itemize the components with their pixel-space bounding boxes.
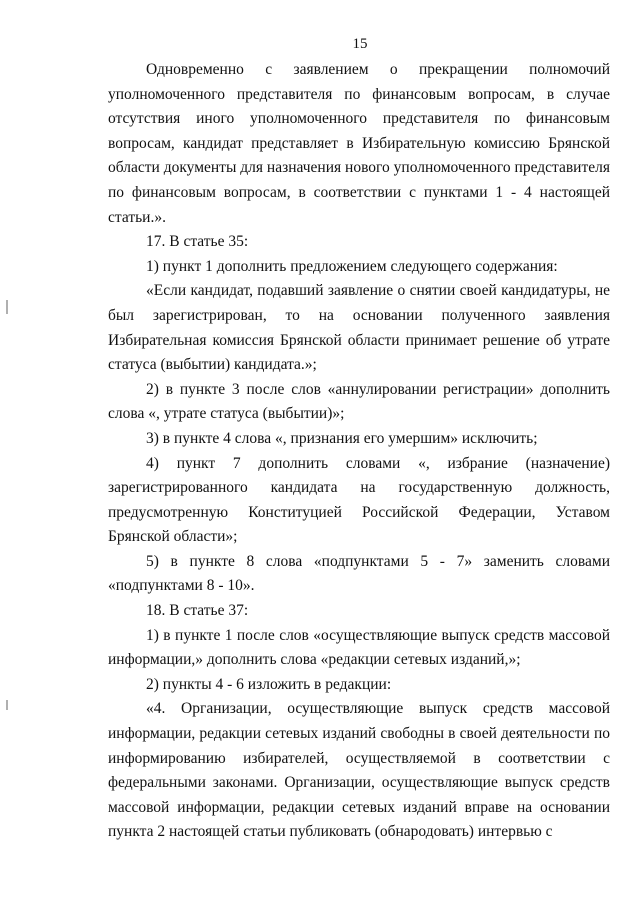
document-body	[108, 58, 610, 845]
paragraph: 5) в пункте 8 слова «подпунктами 5 - 7» заменить словами «подпунктами 8 - 10».	[108, 552, 610, 595]
paragraph: 2) пункты 4 - 6 изложить в редакции:	[146, 675, 392, 693]
paragraph: «4. Организации, осуществляющие выпуск средств массовой информации, редакции сетевых изданий свободны в своей деятельности по информированию избирателей, осуществляемой в соответствии с федеральными законами. Организации, осуществляющие выпуск средств массовой информации, редакции сетевых изданий вправе на основании пункта 2 настоящей статьи публиковать (обнародовать) интервью с	[108, 700, 610, 841]
paragraph: 3) в пункте 4 слова «, признания его умершим» исключить;	[146, 429, 538, 447]
paragraph: 1) пункт 1 дополнить предложением следующего содержания:	[146, 257, 558, 275]
paragraph: Одновременно с заявлением о прекращении полномочий уполномоченного представителя по финансовым вопросам, в случае отсутствия иного уполномоченного представителя по финансовым вопросам, кандидат представляет в Избирательную комиссию Брянской области документы для назначения нового уполномоченного представителя по финансовым вопросам, в соответствии с пунктами 1 - 4 настоящей статьи.».	[108, 61, 610, 226]
paragraph: «Если кандидат, подавший заявление о снятии своей кандидатуры, не был зарегистрирован, то на основании полученного заявления Избирательная комиссия Брянской области принимает решение об утрате статуса (выбытии) кандидата.»;	[108, 282, 610, 374]
paragraph: 2) в пункте 3 после слов «аннулировании регистрации» дополнить слова «, утрате статуса (выбытии)»;	[108, 380, 610, 423]
page-number: 15	[352, 36, 368, 52]
paragraph: 4) пункт 7 дополнить словами «, избрание (назначение) зарегистрированного кандидата на государственную должность, предусмотренную Конституцией Российской Федерации, Уставом Брянской области»;	[108, 454, 610, 546]
paragraph: 17. В статье 35:	[146, 233, 249, 251]
left-margin-mark	[6, 700, 8, 710]
paragraph: 1) в пункте 1 после слов «осуществляющие выпуск средств массовой информации,» дополнить слова «редакции сетевых изданий,»;	[108, 626, 610, 669]
paragraph: 18. В статье 37:	[146, 602, 249, 620]
left-margin-mark	[6, 300, 8, 314]
